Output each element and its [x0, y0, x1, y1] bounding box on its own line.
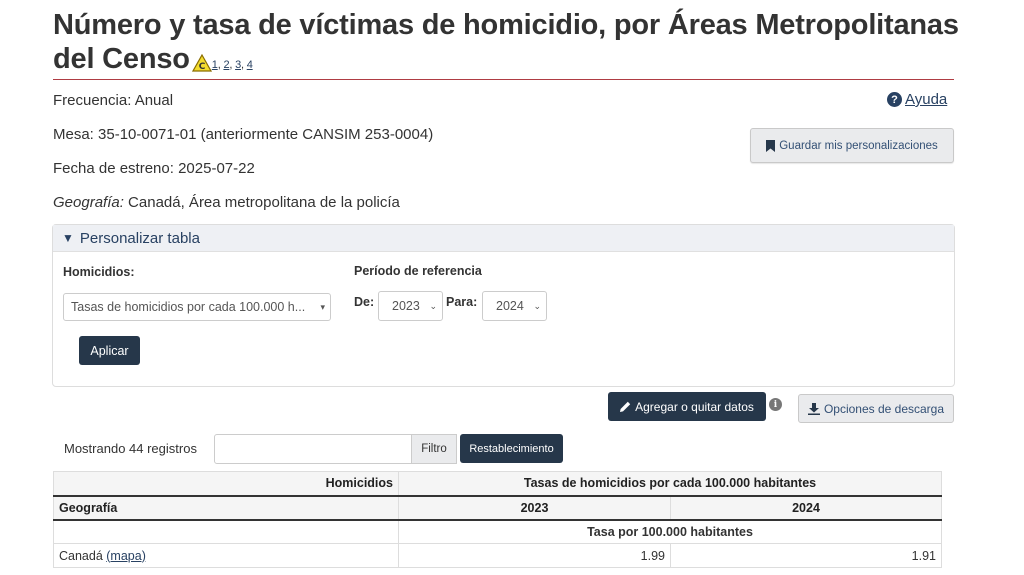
warning-icon[interactable] [192, 46, 212, 80]
header-unit: Tasa por 100.000 habitantes [399, 520, 942, 544]
download-icon [808, 403, 820, 415]
records-count: Mostrando 44 registros [64, 441, 197, 456]
save-customizations-button[interactable] [750, 128, 954, 163]
question-icon: ? [887, 92, 902, 107]
add-remove-label: Agregar o quitar datos [635, 399, 754, 414]
from-label: De: [354, 295, 375, 309]
to-year-select[interactable] [482, 291, 547, 321]
table-unit-row [54, 520, 942, 544]
filter-button[interactable]: Filtro [411, 434, 457, 464]
homicides-label: Homicidios: [63, 265, 135, 279]
footnote-link-3[interactable]: 3 [235, 59, 241, 71]
bookmark-icon [766, 140, 775, 152]
row-geography-name: Canadá [59, 548, 107, 563]
row-value-2023: 1.99 [399, 544, 671, 568]
title-line-2: del Censo [53, 43, 190, 75]
chevron-down-icon: ⌄ [533, 300, 541, 311]
title-line-1: Número y tasa de víctimas de homicidio, por Áreas Metropolitanas [53, 9, 959, 41]
footnote-refs: 1, 2, 3, 4 [211, 59, 253, 71]
download-options-button[interactable] [798, 394, 954, 423]
chevron-down-icon: ▾ [320, 301, 325, 312]
svg-text:C: C [198, 62, 205, 72]
footnote-link-2[interactable]: 2 [223, 59, 230, 71]
header-year-2023: 2023 [399, 496, 671, 520]
customize-table-label: Personalizar tabla [79, 229, 200, 247]
page-title [53, 8, 963, 80]
map-link[interactable]: (mapa) [106, 548, 146, 563]
to-year-value: 2024 [496, 299, 524, 313]
reset-button[interactable]: Restablecimiento [460, 434, 563, 463]
filter-input[interactable] [214, 434, 412, 464]
geography-value: Canadá, Área metropolitana de la policía [123, 194, 400, 211]
footnote-link-4[interactable]: 4 [246, 59, 253, 71]
title-divider [53, 79, 954, 80]
data-table [53, 471, 942, 568]
homicides-select-value: Tasas de homicidios por cada 100.000 h... [71, 300, 306, 314]
customize-table-toggle[interactable] [53, 225, 954, 252]
table-header-row [54, 472, 942, 496]
frequency-text: Frecuencia: Anual [53, 92, 174, 109]
table-id-text: Mesa: 35-10-0071-01 (anteriormente CANSIM 253-0004) [53, 126, 434, 143]
to-label: Para: [446, 295, 478, 309]
header-rates: Tasas de homicidios por cada 100.000 habitantes [399, 472, 942, 496]
info-icon[interactable]: i [769, 398, 782, 411]
table-row [54, 544, 942, 568]
from-year-value: 2023 [392, 299, 420, 313]
download-label: Opciones de descarga [823, 401, 945, 416]
release-date-text: Fecha de estreno: 2025-07-22 [53, 160, 255, 177]
header-homicides: Homicidios [54, 472, 399, 496]
footnote-link-1[interactable]: 1 [211, 59, 218, 71]
header-year-2024: 2024 [671, 496, 942, 520]
geography-text [53, 194, 400, 211]
table-header-row [54, 496, 942, 520]
save-button-label: Guardar mis personalizaciones [779, 139, 938, 152]
homicides-select[interactable] [63, 293, 331, 321]
row-value-2024: 1.91 [671, 544, 942, 568]
add-remove-data-button[interactable] [608, 392, 766, 421]
apply-button[interactable]: Aplicar [79, 336, 140, 365]
row-geography [54, 544, 399, 568]
from-year-select[interactable] [378, 291, 443, 321]
reference-period-label: Período de referencia [354, 264, 482, 278]
help-link[interactable] [887, 91, 947, 108]
geography-label: Geografía: [53, 194, 124, 211]
header-geography: Geografía [54, 496, 399, 520]
help-label: Ayuda [905, 91, 948, 108]
triangle-down-icon: ▼ [62, 231, 74, 245]
customize-table-panel [52, 224, 955, 387]
table-cell-empty [54, 520, 399, 544]
chevron-down-icon: ⌄ [429, 300, 437, 311]
pencil-icon [620, 401, 631, 412]
